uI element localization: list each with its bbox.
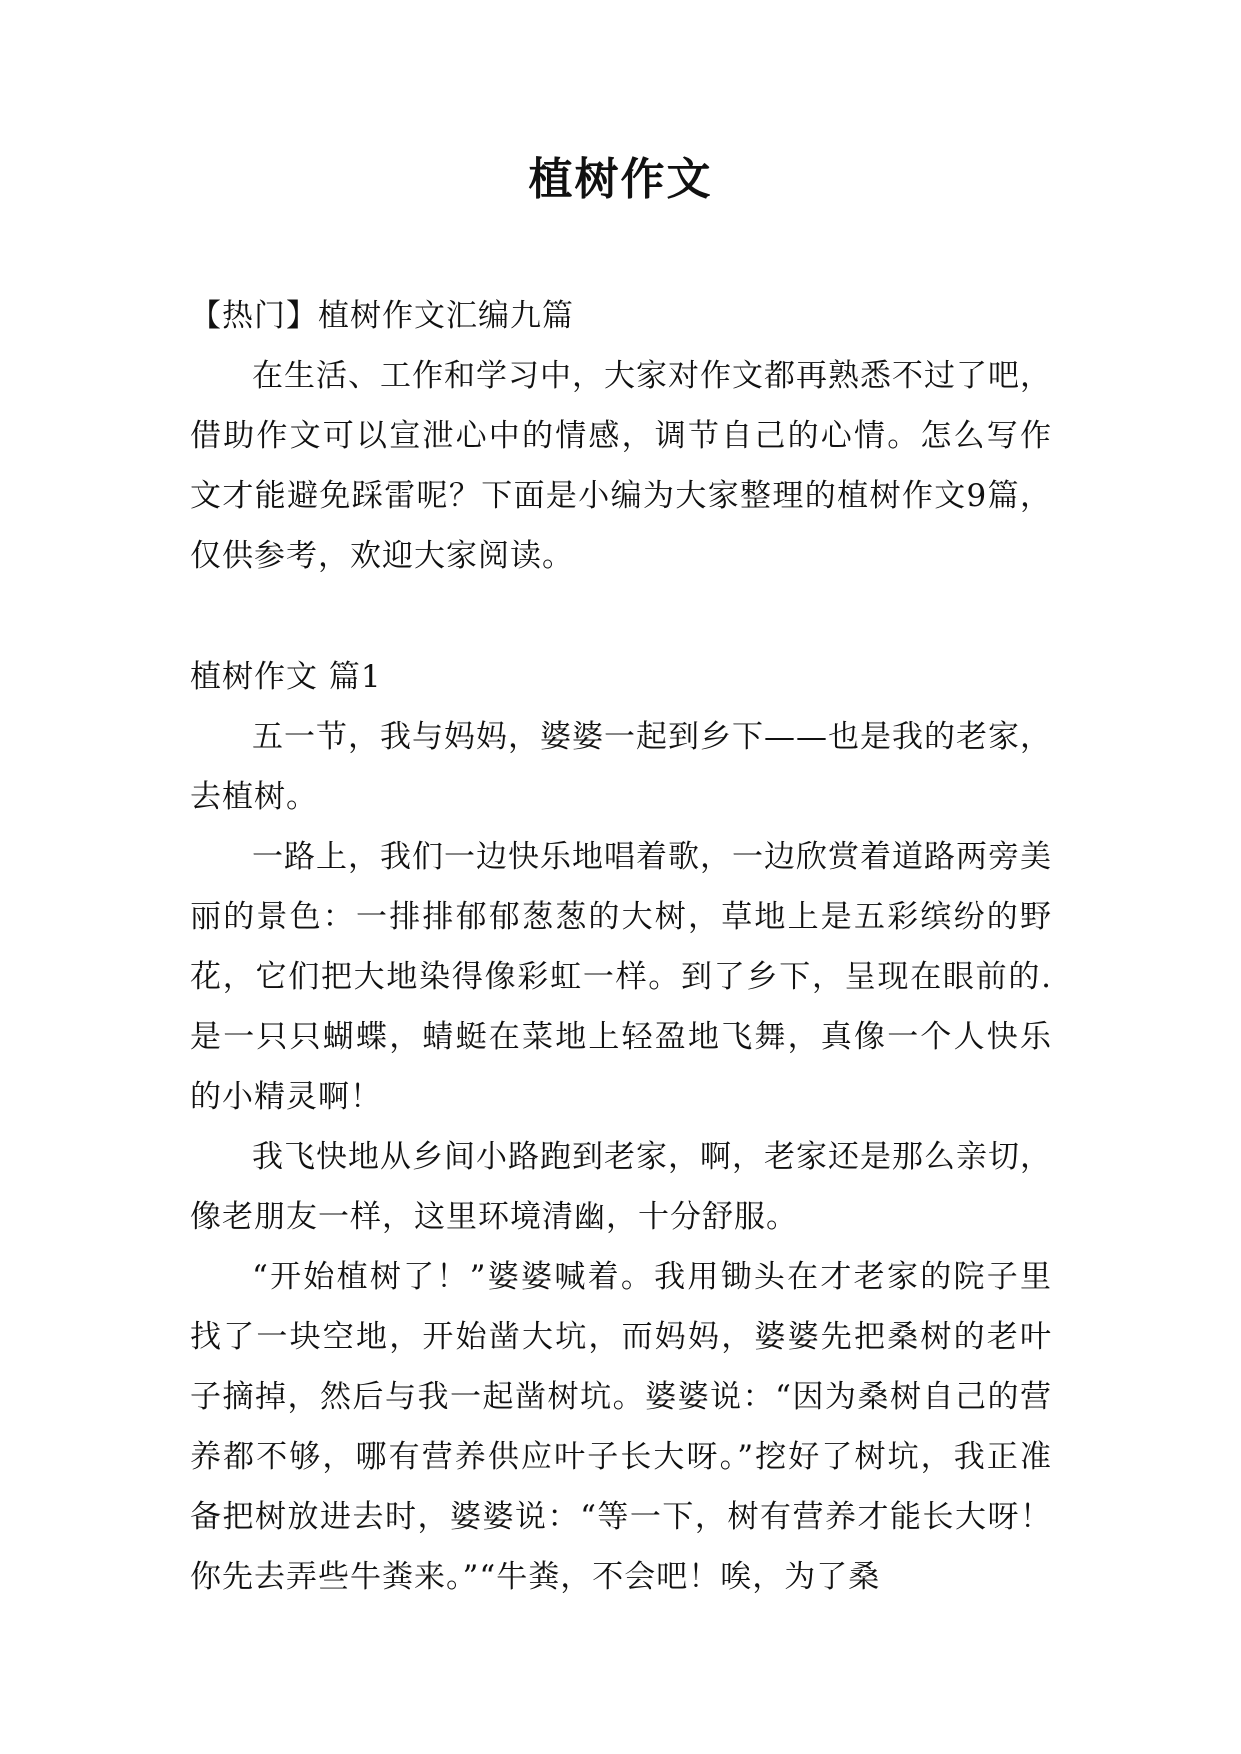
document-title: 植树作文 [528,154,713,205]
body-paragraph: 五一节，我与妈妈，婆婆一起到乡下——也是我的老家，去植树。 [190,719,1052,815]
section-spacer [190,586,1052,647]
section-heading: 植树作文 篇1 [190,659,382,695]
body-paragraph: 我飞快地从乡间小路跑到老家，啊，老家还是那么亲切，像老朋友一样，这里环境清幽，十分舒服。 [190,1139,1052,1235]
document-subtitle: 【热门】植树作文汇编九篇 [190,298,574,334]
intro-paragraph: 在生活、工作和学习中，大家对作文都再熟悉不过了吧，借助作文可以宣泄心中的情感，调节自己的心情。怎么写作文才能避免踩雷呢？下面是小编为大家整理的植树作文9篇，仅供参考，欢迎大家阅读。 [190,358,1052,574]
body-paragraph: 一路上，我们一边快乐地唱着歌，一边欣赏着道路两旁美丽的景色：一排排郁郁葱葱的大树，草地上是五彩缤纷的野花，它们把大地染得像彩虹一样。到了乡下，呈现在眼前的.是一只只蝴蝶，蜻蜓在菜地上轻盈地飞舞，真像一个人快乐的小精灵啊！ [190,839,1052,1115]
document-body [190,286,1052,1607]
body-paragraph: “开始植树了！”婆婆喊着。我用锄头在才老家的院子里找了一块空地，开始凿大坑，而妈妈，婆婆先把桑树的老叶子摘掉，然后与我一起凿树坑。婆婆说：“因为桑树自己的营养都不够，哪有营养供应叶子长大呀。”挖好了树坑，我正准备把树放进去时，婆婆说：“等一下，树有营养才能长大呀！你先去弄些牛粪来。”“牛粪，不会吧！唉，为了桑 [190,1259,1052,1595]
